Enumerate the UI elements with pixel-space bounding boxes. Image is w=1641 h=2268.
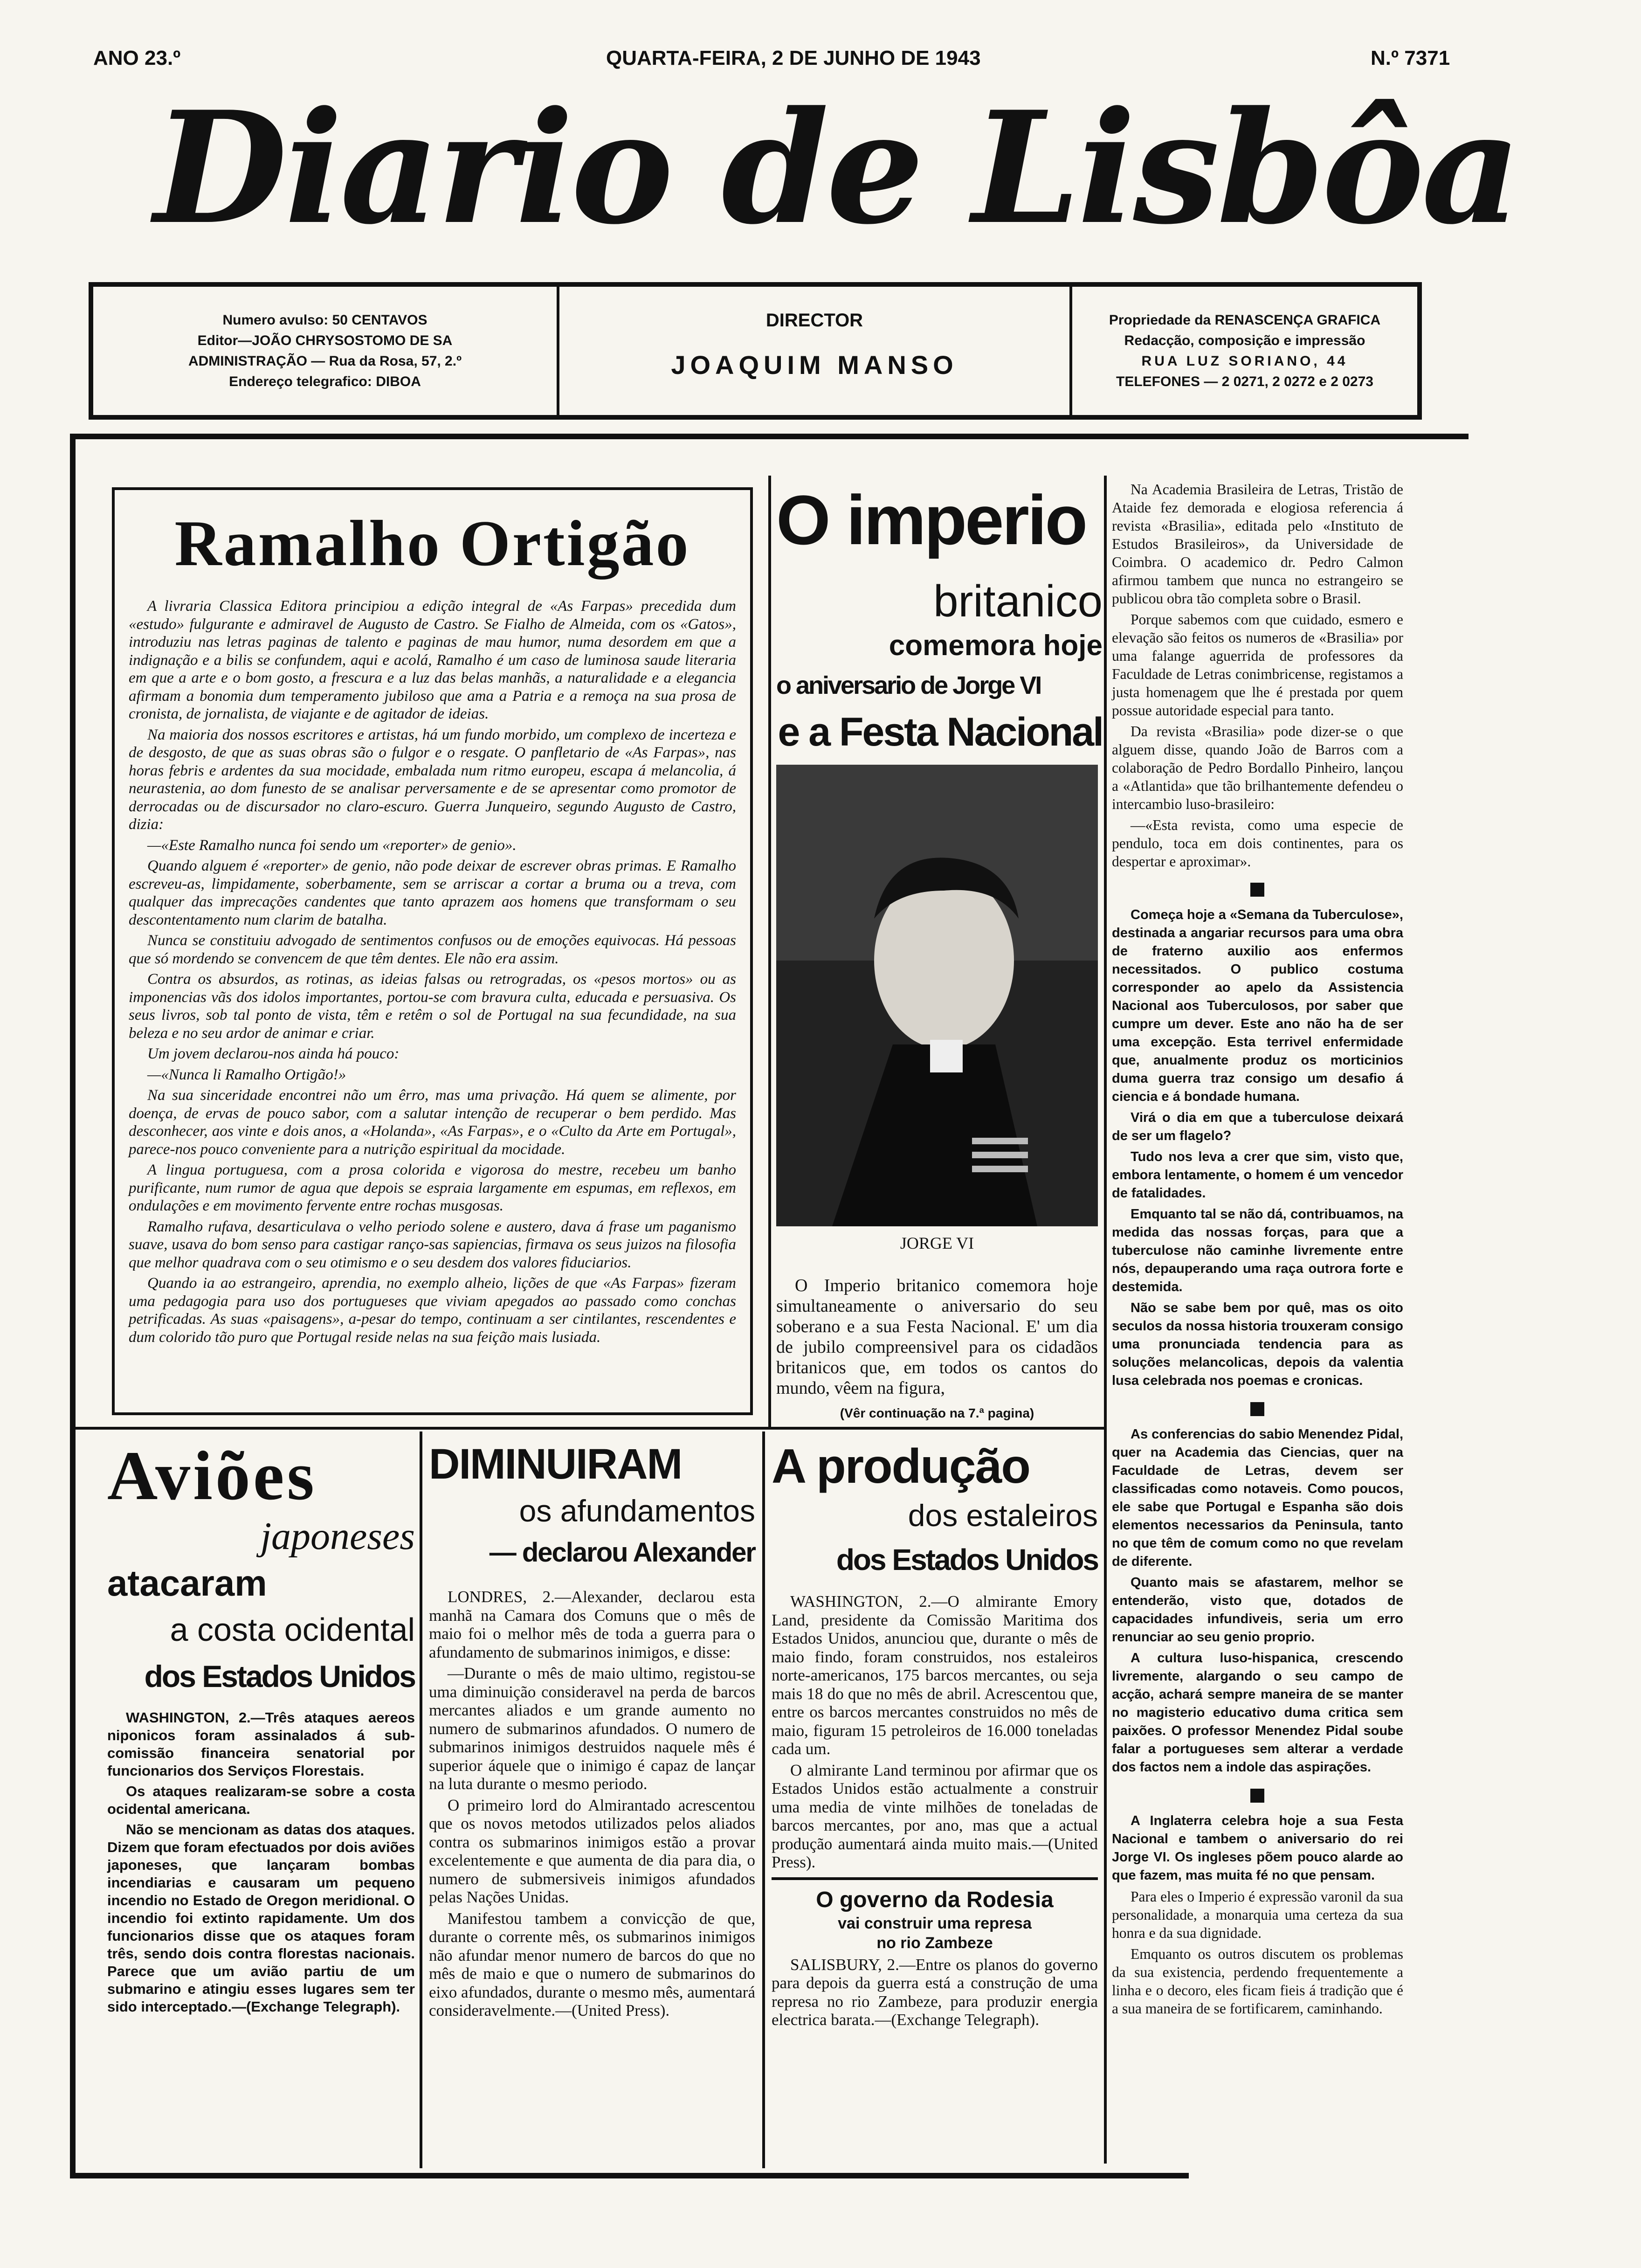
diminuiram-headline-1: DIMINUIRAM (429, 1440, 682, 1488)
separator (1112, 1779, 1403, 1812)
diminuiram-paragraph: O primeiro lord do Almirantado acrescentou que os novos metodos utilizados pelos aliados contra os submarinos inimigos estão a provar excelentemente e que aumenta de dia para dia, o numero de submersiveis inimigos afundados pelas Nações Unidas. (429, 1796, 755, 1906)
avioes-body (107, 1709, 415, 2016)
composition-line: Redacção, composição e impressão (1124, 333, 1365, 348)
avioes-headline-2: japoneses (260, 1514, 415, 1558)
rodesia-headline-3: no rio Zambeze (876, 1934, 993, 1952)
right-paragraph: Tudo nos leva a crer que sim, visto que, embora lentamente, o homem é um vencedor de fatalidades. (1112, 1149, 1403, 1201)
imperio-text (776, 1275, 1098, 1426)
producao-headline-3: dos Estados Unidos (836, 1543, 1098, 1577)
diminuiram-paragraph: —Durante o mês de maio ultimo, registou-se uma diminuição consideravel na perda de barcos mercantes aliados e um grande aumento no numero de submarinos afundados. O numero de submarinos inimigos destruidos naquele mês é superior áquele que o inimigo é capaz de lançar na luta durante o mesmo periodo. (429, 1664, 755, 1793)
avioes-headline-1: Aviões (107, 1437, 317, 1514)
ramalho-article (112, 487, 753, 1415)
imperio-paragraph: O Imperio britanico comemora hoje simultaneamente o aniversario do seu soberano e a sua Festa Nacional. E' um dia de jubilo compreensivel para os cidadãos britanicos que, em todos os cantos do mundo, vêem na figura, (776, 1276, 1098, 1398)
info-left (93, 287, 559, 415)
avioes-paragraph: Os ataques realizaram-se sobre a costa ocidental americana. (107, 1783, 415, 1817)
phones-line: TELEFONES — 2 0271, 2 0272 e 2 0273 (1116, 374, 1373, 389)
separator-bullet (1250, 883, 1264, 897)
administration-line: ADMINISTRAÇÃO — Rua da Rosa, 57, 2.º (188, 353, 462, 369)
ramalho-body (129, 597, 736, 1346)
right-column (1112, 480, 1403, 2020)
separator-bullet (1250, 1402, 1264, 1416)
diminuiram-headline-2: os afundamentos (519, 1494, 755, 1528)
separator-bullet (1250, 1789, 1264, 1803)
producao-headline-1: A produção (772, 1439, 1030, 1494)
avioes-headline-5: dos Estados Unidos (144, 1659, 415, 1694)
avioes-headline-4: a costa ocidental (170, 1611, 415, 1648)
avioes-paragraph: Não se mencionam as datas dos ataques. Dizem que foram efectuados por dois aviões japoneses, que lançaram bombas incendiarias e causaram um pequeno incendio no Estado de Oregon meridional. O incendio foi extinto rapidamente. Um dos funcionarios disse que os ataques foram três, sendo dois contra florestas nacionais. Parece que um avião partiu de um submarino e atingiu esses lugares sem ter sido interceptado.—(Exchange Telegraph). (107, 1821, 415, 2015)
right-paragraph: Quanto mais se afastarem, melhor se entenderão, visto que, dotados de capacidades infundiveis, seria um erro renunciar ao seu genio proprio. (1112, 1575, 1403, 1645)
ramalho-headline: Ramalho Ortigão (174, 507, 690, 580)
section-rule (772, 1877, 1098, 1880)
photo-caption: JORGE VI (900, 1234, 974, 1252)
producao-article (772, 1438, 1098, 2032)
imperio-headline-5: e a Festa Nacional (778, 710, 1103, 754)
producao-body (772, 1592, 1098, 1872)
right-paragraph: A Inglaterra celebra hoje a sua Festa Nacional e tambem o aniversario do rei Jorge VI. Os ingleses põem pouco alarde ao que fazem, mas muita fé no que pensam. (1112, 1813, 1403, 1883)
ramalho-paragraph: —«Este Ramalho nunca foi sendo um «reporter» de genio». (147, 837, 517, 854)
right-paragraph: Para eles o Imperio é expressão varonil da sua personalidade, a monarquia uma certeza da sua honra e da sua dignidade. (1112, 1888, 1403, 1941)
ramalho-paragraph: —«Nunca li Ramalho Ortigão!» (147, 1066, 346, 1083)
column-rule (762, 1431, 765, 2168)
telegraph-line: Endereço telegrafico: DIBOA (229, 374, 421, 389)
ramalho-paragraph: Quando alguem é «reporter» de genio, não pode deixar de escrever obras primas. E Ramalho escreveu-as, limpidamente, soberbamente, sem se arriscar a cortar a bruma ou a treva, com qualquer das imprecações candentes que tanto aprazem aos homens que transformam o seu descontentamento num clarim de batalha. (129, 857, 736, 928)
director-name: JOAQUIM MANSO (671, 350, 958, 380)
rodesia-headline-1: O governo da Rodesia (816, 1887, 1054, 1912)
portrait-illustration (776, 765, 1098, 1226)
right-paragraph: Emquanto os outros discutem os problemas da sua existencia, perdendo frequentemente a linha e o decoro, eles ficam fieis á tradição que é a sua maneira de se fortificarem, caminhando. (1112, 1946, 1403, 2017)
frame-top-rule (70, 434, 1469, 439)
producao-paragraph: O almirante Land terminou por afirmar que os Estados Unidos estão actualmente a construir uma media de vinte milhões de toneladas de barcos mercantes, por ano, mas que a actual produção aumentará ainda muito mais.—(United Press). (772, 1761, 1098, 1871)
ramalho-paragraph: Um jovem declarou-nos ainda há pouco: (147, 1045, 400, 1062)
section-rule (75, 1427, 1105, 1430)
right-paragraph: Começa hoje a «Semana da Tuberculose», destinada a angariar recursos para uma obra de fraterno auxilio aos enfermos necessitados. O publico costuma corresponder ao apelo da Assistencia Nacional aos Tuberculosos, por saber que cumpre um dever. Este ano não ha de ser uma excepção. Esta terrivel enfermidade que, anualmente produz os morticinios duma guerra traz consigo um desafio á ciencia e á bondade humana. (1112, 907, 1403, 1104)
separator (1112, 873, 1403, 906)
producao-headline-2: dos estaleiros (908, 1498, 1098, 1533)
ramalho-paragraph: Contra os absurdos, as rotinas, as ideias falsas ou retrogradas, os «pesos mortos» ou as imponencias vãs dos idolos importantes, portou-se com bravura culta, educada e persuasiva. Os seus livros, sob tal ponto de vista, têm e retêm o sol de Portugal na sua fecundidade, na sua beleza e no seu ardor de animar e criar. (129, 971, 736, 1042)
avioes-article (107, 1438, 415, 2019)
rodesia-paragraph: SALISBURY, 2.—Entre os planos do governo para depois da guerra está a construção de uma represa no rio Zambeze, para produzir energia electrica barata.—(Exchange Telegraph). (772, 1955, 1098, 2029)
column-rule (420, 1431, 422, 2168)
ramalho-paragraph: Nunca se constituiu advogado de sentimentos confusos ou de emoções equivocas. Há pessoas que só mordendo se convencem de que têm dentes. Ele não era assim. (129, 932, 736, 967)
ramalho-paragraph: Na maioria dos nossos escritores e artistas, há um fundo morbido, um complexo de incerteza e de desgosto, de que as suas obras são o fulgor e o resgate. O panfletario de «As Farpas», nas horas febris e ardentes da sua mocidade, embalada num ritmo europeu, escapa á melancolia, á neurastenia, ao dom funesto de se analisar perversamente e de se apresentar como promotor de derrocadas ou de discursador no claro-escuro. Guerra Junqueiro, segundo Augusto de Castro, dizia: (129, 726, 736, 833)
rodesia-body (772, 1956, 1098, 2029)
ramalho-paragraph: A livraria Classica Editora principiou a edição integral de «As Farpas» precedida dum «estudo» fulgurante e admiravel de Augusto de Castro. Se Fialho de Almeida, com os «Gatos», introduziu nas letras paginas de talento e paginas de mau humor, numa desordem em que a indignação e a bilis se confundem, aqui e acolá, Ramalho é um caso de luminosa saude literaria em que a arte e o bom gosto, a frescura e a luz das belas manhãs, a naturalidade e a elegancia afirmam a bonomia dum temperamento jubiloso que ama a Patria e a remoça na sua prosa de cronista, de jornalista, de viajante e de agitador de ideias. (129, 598, 736, 722)
ramalho-paragraph: Na sua sinceridade encontrei não um êrro, mas uma privação. Há quem se alimente, por doença, de ervas de pouco sabor, com a salutar intenção de recuperar o bem perdido. Mas desconhecer, aos vinte e dois anos, a «Holanda», «As Farpas», e o «Culto da Arte em Portugal», parece-nos pouco conveniente para a nutrição espiritual da mocidade. (129, 1087, 736, 1158)
right-paragraph: Não se sabe bem por quê, mas os oito seculos da nossa historia trouxeram consigo uma pronunciada tendencia para as soluções melancolicas, depois da valentia lusa celebrada nos poemas e cronicas. (1112, 1300, 1403, 1388)
frame-left-rule (70, 434, 76, 2178)
rodesia-headline-2: vai construir uma represa (838, 1914, 1032, 1932)
ramalho-paragraph: Quando ia ao estrangeiro, aprendia, no exemplo alheio, lições de que «As Farpas» fizeram uma pedagogia para uso dos portugueses que viviam apegados ao passado como conchas petrificadas. As suas «paisagens», a-pesar do tempo, continuam a ser cintilantes, rescendentes e dum colorido tão puro que Portugal reside nelas na sua feição mais lusiada. (129, 1275, 736, 1346)
diminuiram-paragraph: LONDRES, 2.—Alexander, declarou esta manhã na Camara dos Comuns que o mês de maio foi o melhor mês de toda a guerra para o afundamento de submarinos inimigos, e disse: (429, 1588, 755, 1661)
price-line: Numero avulso: 50 CENTAVOS (222, 312, 427, 328)
imperio-headline-3: comemora hoje (889, 629, 1103, 662)
newspaper-title: Diario de Lisbôa (154, 77, 1519, 258)
column-rule (768, 476, 771, 1427)
frame-bottom-rule (70, 2173, 1189, 2178)
column-rule (1104, 476, 1107, 2164)
right-paragraph: —«Esta revista, como uma especie de pendulo, toca em dois continentes, para os despertar e aproximar». (1112, 817, 1403, 870)
ramalho-paragraph: A lingua portuguesa, com a prosa colorida e vigorosa do mestre, recebeu um banho purificante, num rumor de agua que depois se espraia largamente em espumas, em reflexos, em ondulações e em movimento fervente entre rochas musgosas. (129, 1162, 736, 1214)
right-paragraph: A cultura luso-hispanica, crescendo livremente, alargando o seu campo de acção, achará sempre maneira de se manter no magisterio educativo duma critica sem paixões. O professor Menendez Pidal soube falar a portugueses sem alterar a verdade dos factos nem a indole das aspirações. (1112, 1651, 1403, 1775)
right-paragraph: As conferencias do sabio Menendez Pidal, quer na Academia das Ciencias, quer na Faculdade de Letras, devem ser classificadas como notaveis. Como poucos, ele sabe que Portugal e Espanha são dois elementos necessarios da Peninsula, tanto no que têm de comum como no que revelam de diferente. (1112, 1427, 1403, 1569)
avioes-headline-3: atacaram (107, 1563, 267, 1604)
right-paragraph: Virá o dia em que a tuberculose deixará de ser um flagelo? (1112, 1110, 1403, 1143)
jorge-vi-photo (776, 765, 1098, 1226)
info-box (89, 282, 1422, 420)
right-paragraph: Da revista «Brasilia» pode dizer-se o que alguem disse, quando João de Barros com a colaboração de Pedro Bordallo Pinheiro, lançou a «Atlantida» que tão brilhantemente defendeu o intercambio luso-brasileiro: (1112, 723, 1403, 812)
ramalho-paragraph: Ramalho rufava, desarticulava o velho periodo solene e austero, dava á frase um paganismo suave, usava do bom senso para castigar ranço-sas sapiencias, firmava os seus juizos na filosofia que melhor quadrava com o seu otimismo e o seu desdem dos valores fiduciarios. (129, 1218, 736, 1271)
issue-number: N.º 7371 (1371, 47, 1450, 69)
diminuiram-headline-3: — declarou Alexander (489, 1537, 755, 1568)
address-line: RUA LUZ SORIANO, 44 (1141, 353, 1348, 369)
imperio-headline-4: o aniversario de Jorge VI (776, 671, 1041, 699)
date-label: QUARTA-FEIRA, 2 DE JUNHO DE 1943 (606, 47, 981, 69)
right-paragraph: Na Academia Brasileira de Letras, Tristão de Ataide fez demorada e elogiosa referencia á revista «Brasilia», editada pelo «Instituto de Estudos Brasileiros», da Universidade de Coimbra. O academico dr. Pedro Calmon afirmou tambem que nunca no estrangeiro se publicou obra tão completa sobre o Brasil. (1112, 481, 1403, 607)
diminuiram-body (429, 1588, 755, 2020)
info-director (559, 287, 1072, 415)
year-label: ANO 23.º (93, 47, 181, 69)
imperio-headline-1: O imperio (776, 481, 1086, 559)
right-paragraph: Porque sabemos com que cuidado, esmero e elevação são feitos os numeros de «Brasilia» por uma falange aguerrida de professores da Faculdade de Letras conimbricense, registamos a justa homenagem que lhe é prestada por quem possue autoridade especial para tanto. (1112, 611, 1403, 719)
diminuiram-paragraph: Manifestou tambem a convicção de que, durante o corrente mês, os submarinos inimigos não afundar menor numero de barcos do que no mês de maio e que o numero de submarinos do eixo afundados, durante o mesmo mês, aumentará consideravelmente.—(United Press). (429, 1909, 755, 2019)
owner-line: Propriedade da RENASCENÇA GRAFICA (1109, 312, 1381, 328)
editor-line: Editor—JOÃO CHRYSOSTOMO DE SA (197, 333, 453, 348)
imperio-continuation: (Vêr continuação na 7.ª pagina) (840, 1406, 1034, 1420)
diminuiram-article (429, 1438, 755, 2023)
imperio-headline-2: britanico (933, 576, 1103, 626)
producao-paragraph: WASHINGTON, 2.—O almirante Emory Land, presidente da Comissão Maritima dos Estados Unidos, anunciou que, durante o mês de maio findo, foram construidos, nos estaleiros norte-americanos, 175 barcos mercantes, ou seja mais 18 do que no mês de abril. Acrescentou que, entre os barcos mercantes construidos no mês de maio, figuram 15 petroleiros de 16.000 toneladas cada um. (772, 1592, 1098, 1758)
director-label: DIRECTOR (765, 310, 863, 331)
avioes-paragraph: WASHINGTON, 2.—Três ataques aereos niponicos foram assinalados á sub-comissão financeira senatorial por funcionarios dos Serviços Florestais. (107, 1709, 415, 1779)
info-right (1072, 287, 1417, 415)
right-paragraph: Emquanto tal se não dá, contribuamos, na medida das nossas forças, para que a tuberculose não caminhe livremente entre nós, depauperando uma raça outrora forte e destemida. (1112, 1207, 1403, 1294)
separator (1112, 1393, 1403, 1425)
imperio-article (776, 483, 1103, 758)
